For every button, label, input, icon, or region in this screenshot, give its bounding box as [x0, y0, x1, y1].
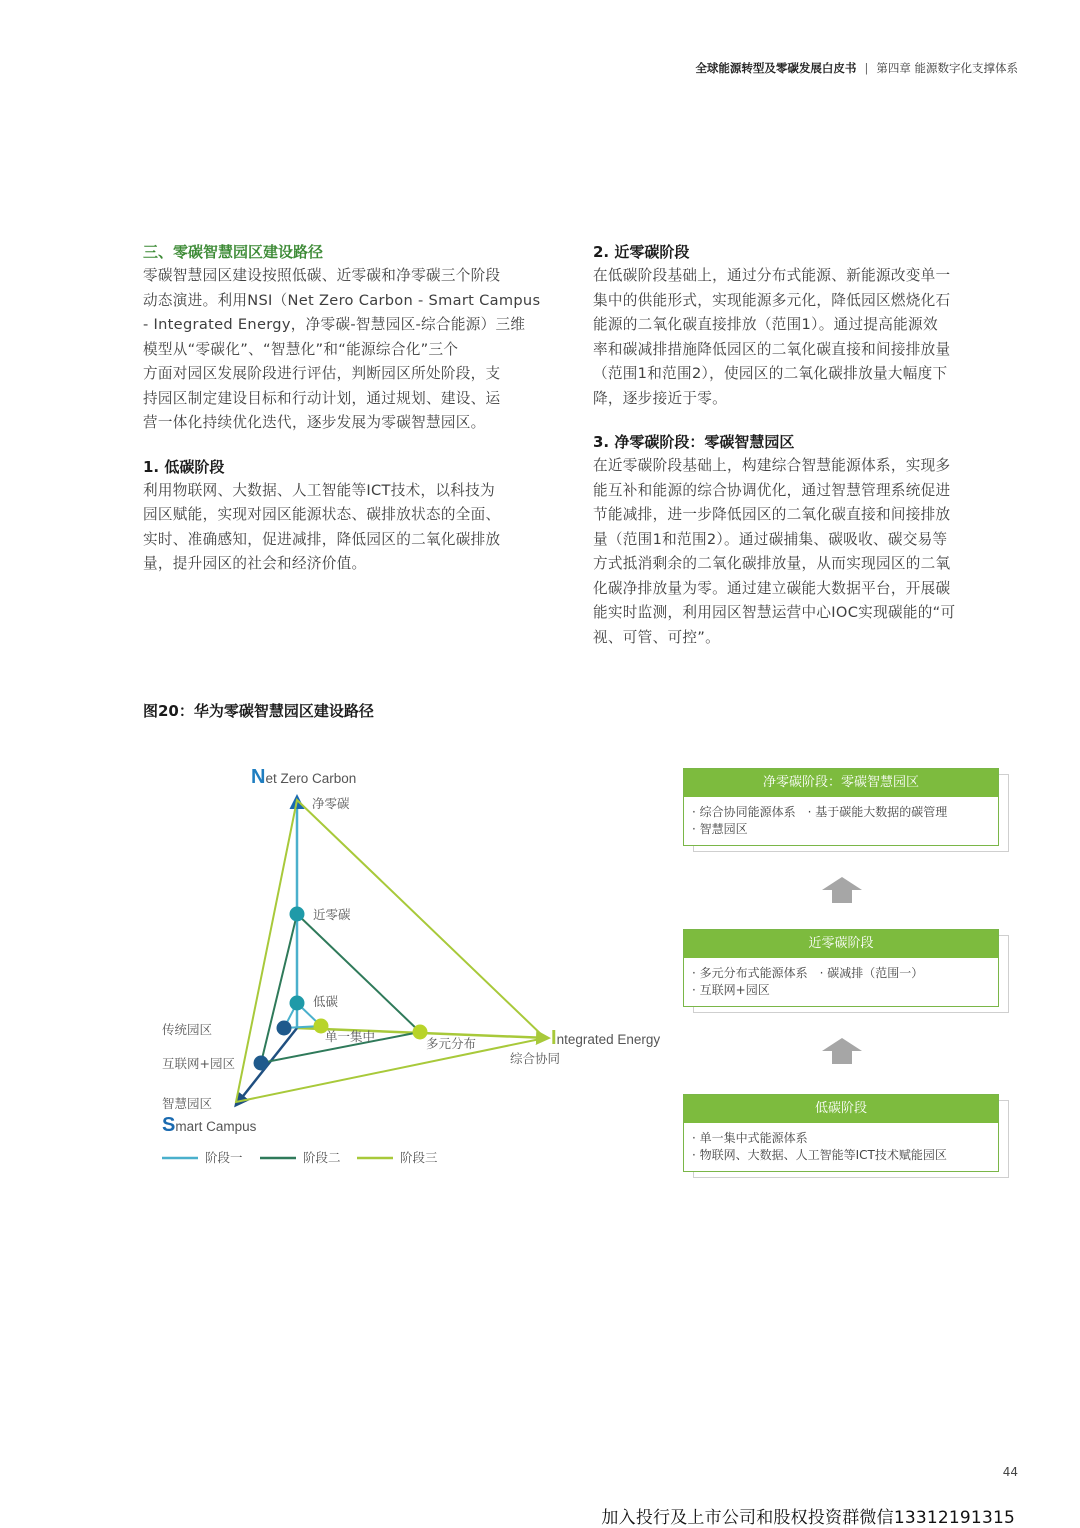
point-internet-campus	[254, 1056, 269, 1071]
text-line: 实时、准确感知，促进减排，降低园区的二氧化碳排放	[143, 530, 501, 548]
axis-initial-i: I	[551, 1027, 557, 1049]
legend-label-stage1: 阶段一	[205, 1150, 243, 1165]
text-line: - Integrated Energy，净零碳-智慧园区-综合能源）三维	[143, 316, 526, 333]
page-number: 44	[1002, 1465, 1018, 1479]
text-line: 能源的二氧化碳直接排放（范围1）。通过提高能源效	[593, 316, 938, 333]
stage-box-net-zero: 净零碳阶段：零碳智慧园区 · 综合协同能源体系 · 基于碳能大数据的碳管理 · 智慧园区	[683, 768, 999, 846]
stage-title: 低碳阶段	[684, 1095, 998, 1123]
doc-title: 全球能源转型及零碳发展白皮书	[695, 61, 857, 75]
text-line: 能实时监测，利用园区智慧运营中心IOC实现碳能的“可	[593, 604, 956, 621]
section-heading: 三、零碳智慧园区建设路径	[143, 243, 324, 261]
axis-rest-sc: mart Campus	[175, 1119, 257, 1134]
text-line: 营一体化持续优化迭代，逐步发展为零碳智慧园区。	[143, 414, 486, 431]
axis-rest-nzc: et Zero Carbon	[265, 771, 357, 786]
stage2-heading: 2. 近零碳阶段	[593, 243, 690, 261]
point-low-carbon	[290, 996, 305, 1011]
text-line: 动态演进。利用NSI（Net Zero Carbon - Smart Campus	[143, 291, 541, 309]
label-diversified: 多元分布	[426, 1036, 477, 1051]
stage-item: 多元分布式能源体系	[699, 966, 808, 980]
arrow-up-icon	[822, 877, 862, 903]
stage-item: 碳减排（范围一）	[827, 966, 924, 980]
text-line: 集中的供能形式，实现能源多元化，降低园区燃烧化石	[593, 291, 951, 309]
text-line: 量（范围1和范围2）。通过碳捕集、碳吸收、碳交易等	[593, 530, 948, 548]
text-line: 化碳净排放量为零。通过建立碳能大数据平台，开展碳	[593, 579, 951, 597]
axis-title-ie	[551, 1027, 660, 1049]
text-line: 零碳智慧园区建设按照低碳、近零碳和净零碳三个阶段	[143, 267, 501, 284]
axis-initial-n: N	[251, 766, 266, 788]
axis-initial-s: S	[162, 1114, 176, 1136]
text-line: 利用物联网、大数据、人工智能等ICT技术，以科技为	[143, 481, 495, 499]
text-line: 节能减排，进一步降低园区的二氧化碳直接和间接排放	[593, 506, 951, 523]
axis-title-nzc	[251, 766, 356, 788]
stage-item: 互联网+园区	[699, 983, 770, 997]
text-line: 视、可管、可控”。	[593, 628, 721, 646]
axis-title-sc	[162, 1114, 257, 1136]
axis-rest-ie: ntegrated Energy	[556, 1032, 661, 1047]
label-integrated: 综合协同	[510, 1051, 561, 1066]
stage-item: 物联网、大数据、人工智能等ICT技术赋能园区	[699, 1148, 947, 1162]
header-separator: |	[864, 61, 869, 75]
legend-label-stage2: 阶段二	[303, 1150, 341, 1165]
label-internet-campus: 互联网+园区	[162, 1056, 235, 1071]
point-near-zero	[290, 907, 305, 922]
label-single-central: 单一集中	[325, 1029, 376, 1044]
text-line: 模型从“零碳化”、“智慧化”和“能源综合化”三个	[143, 340, 459, 358]
stage-item: 单一集中式能源体系	[699, 1131, 808, 1145]
label-net-zero: 净零碳	[312, 796, 350, 811]
text-line: 在低碳阶段基础上，通过分布式能源、新能源改变单一	[593, 267, 951, 284]
text-line: 方式抵消剩余的二氧化碳排放量，从而实现园区的二氧	[593, 555, 951, 572]
footer-text: 加入投行及上市公司和股权投资群微信13312191315	[601, 1508, 1015, 1528]
figure-title: 图20：华为零碳智慧园区建设路径	[143, 702, 374, 720]
text-line: 持园区制定建设目标和行动计划，通过规划、建设、运	[143, 389, 501, 407]
stage-item: 基于碳能大数据的碳管理	[815, 805, 948, 819]
stage-box-low-carbon: 低碳阶段 · 单一集中式能源体系 · 物联网、大数据、人工智能等ICT技术赋能园区	[683, 1094, 999, 1172]
stage-box-near-zero: 近零碳阶段 · 多元分布式能源体系 · 碳减排（范围一） · 互联网+园区	[683, 929, 999, 1007]
legend-label-stage3: 阶段三	[400, 1150, 438, 1165]
label-near-zero: 近零碳	[313, 907, 351, 922]
stage-title: 净零碳阶段：零碳智慧园区	[684, 769, 998, 797]
text-line: 能互补和能源的综合协调优化，通过智慧管理系统促进	[593, 481, 951, 499]
label-smart-campus: 智慧园区	[162, 1096, 213, 1111]
label-low-carbon: 低碳	[313, 994, 339, 1009]
stage3-heading: 3. 净零碳阶段：零碳智慧园区	[593, 433, 795, 451]
text-line: 在近零碳阶段基础上，构建综合智慧能源体系，实现多	[593, 457, 951, 474]
text-line: 方面对园区发展阶段进行评估，判断园区所处阶段，支	[143, 365, 501, 382]
arrow-up-icon	[822, 1038, 862, 1064]
stage1-heading: 1. 低碳阶段	[143, 457, 225, 476]
text-line: （范围1和范围2），使园区的二氧化碳排放量大幅度下	[593, 365, 948, 382]
stage-item: 综合协同能源体系	[699, 805, 796, 819]
stage3-triangle	[236, 800, 545, 1102]
label-traditional: 传统园区	[162, 1022, 213, 1037]
point-traditional	[277, 1021, 292, 1036]
text-line: 降，逐步接近于零。	[593, 389, 728, 407]
stage-title: 近零碳阶段	[684, 930, 998, 958]
text-line: 量，提升园区的社会和经济价值。	[143, 555, 367, 572]
text-line: 率和碳减排措施降低园区的二氧化碳直接和间接排放量	[593, 340, 951, 358]
chapter-title: 第四章 能源数字化支撑体系	[876, 61, 1018, 75]
stage-item: 智慧园区	[699, 822, 748, 836]
text-line: 园区赋能，实现对园区能源状态、碳排放状态的全面、	[143, 506, 501, 523]
